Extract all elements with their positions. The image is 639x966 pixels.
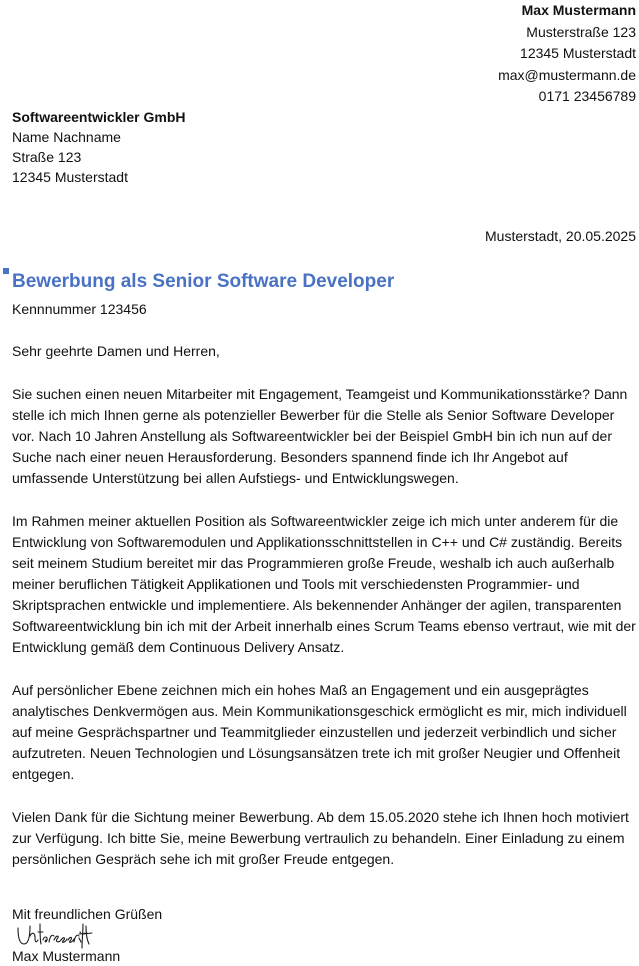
paragraph-1: Sie suchen einen neuen Mitarbeiter mit Engagement, Teamgeist und Kommunikationsstärke? Dann stelle ich mich Ihnen gerne als potenzieller Bewerber für die Stelle als Senior Software Developer vor. Nach 10 Jahren Anstellung als Softwareentwickler bei der Beispiel GmbH bin ich nun auf der Suche nach einer neuen Herausforderung. Besonders spannend finde ich Ihr Angebot auf umfassende Unterstützung bei allen Aufstiegs- und Entwicklungswegen. <box>12 386 628 486</box>
signee-name: Max Mustermann <box>12 948 121 964</box>
paragraph-2: Im Rahmen meiner aktuellen Position als Softwareentwickler zeige ich mich unter anderem für die Entwicklung von Softwaremodulen und Applikationsschnittstellen in C++ und C# zuständig. Bereits seit meinem Studium bereitet mir das Programmieren große Freude, weshalb ich auch außerhalb meiner beruflichen Tätigkeit Applikationen und Tools mit verschiedensten Programmier- und Skriptsprachen entwickle und implementiere. Als bekennender Anhänger der agilen, transparenten Softwareentwicklung bin ich mit der Arbeit innerhalb eines Scrum Teams ebenso vertraut, wie mit der Entwicklung gemäß dem Continuous Delivery Ansatz. <box>12 513 636 655</box>
sender-phone: 0171 23456789 <box>538 88 636 104</box>
sender-name: Max Mustermann <box>521 2 636 18</box>
sender-email: max@mustermann.de <box>498 66 636 83</box>
paragraph-4: Vielen Dank für die Sichtung meiner Bewerbung. Ab dem 15.05.2020 stehe ich Ihnen hoch motiviert zur Verfügung. Ich bitte Sie, meine Bewerbung vertraulich zu behandeln. Einer Einladung zu einem persönlichen Gespräch sehe ich mit großer Freude entgegen. <box>12 809 629 867</box>
salutation: Sehr geehrte Damen und Herren, <box>12 343 220 359</box>
recipient-address <box>12 107 186 187</box>
letter-subject: Bewerbung als Senior Software Developer <box>12 271 395 292</box>
sender-city: 12345 Musterstadt <box>520 45 636 61</box>
reference-number: Kennnummer 123456 <box>12 301 147 317</box>
letter-date: Musterstadt, 20.05.2025 <box>485 228 636 244</box>
letter-body <box>12 341 636 892</box>
recipient-company: Softwareentwickler GmbH <box>12 109 186 125</box>
heading-marker <box>3 268 9 274</box>
recipient-street: Straße 123 <box>12 149 82 165</box>
sender-address <box>498 0 636 108</box>
recipient-contact: Name Nachname <box>12 129 121 145</box>
sender-street: Musterstraße 123 <box>526 23 636 40</box>
closing-phrase: Mit freundlichen Grüßen <box>12 906 163 922</box>
paragraph-3: Auf persönlicher Ebene zeichnen mich ein hohes Maß an Engagement und ein ausgeprägtes analytisches Denkvermögen aus. Mein Kommunikationsgeschick ermöglicht es mir, mich individuell auf meine Gesprächspartner und Teammitglieder einzustellen und jederzeit verbindlich und sicher aufzutreten. Neuen Technologien und Lösungsansätzen trete ich mit großer Neugier und Offenheit entgegen. <box>12 682 627 782</box>
recipient-city: 12345 Musterstadt <box>12 169 128 185</box>
